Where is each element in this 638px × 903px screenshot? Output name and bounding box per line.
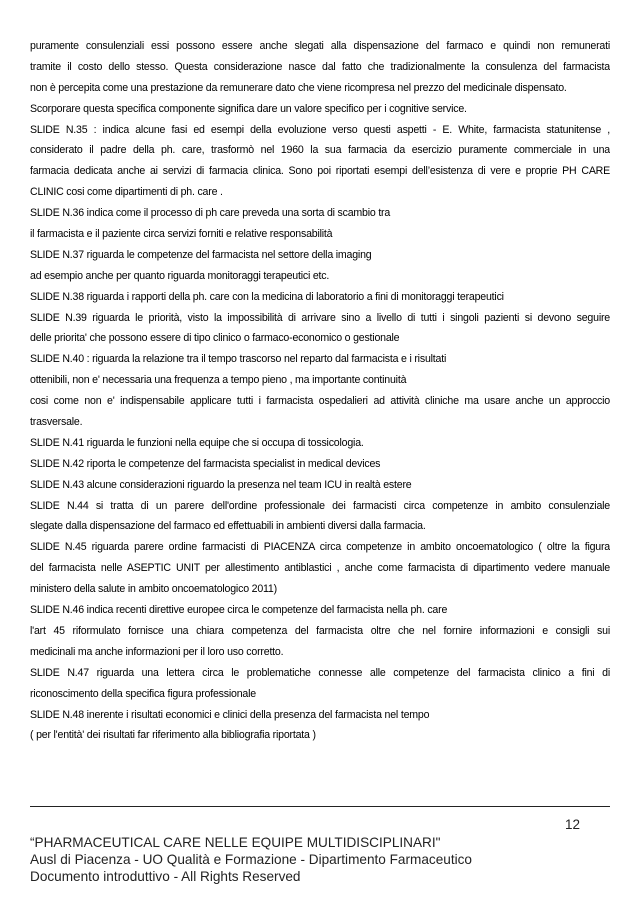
text-line: SLIDE N.46 indica recenti direttive europee circa le competenze del farmacista nella ph. care xyxy=(30,604,448,617)
footer xyxy=(30,834,610,885)
text-line: cosi come non e' indispensabile applicare tutti i farmacista ospedalieri ad attività cliniche ma usare anche un approccio xyxy=(30,395,610,408)
footer-organization: Ausl di Piacenza - UO Qualità e Formazione - Dipartimento Farmaceutico xyxy=(30,852,472,867)
text-line: l'art 45 riformulato fornisce una chiara competenza del farmacista oltre che nel fornire informazioni e consigli sui xyxy=(30,624,610,637)
text-line: CLINIC cosi come dipartimenti di ph. care . xyxy=(30,186,223,199)
footer-title: “PHARMACEUTICAL CARE NELLE EQUIPE MULTIDISCIPLINARI" xyxy=(30,835,441,850)
text-line: puramente consulenziali essi possono essere anche slegati alla dispensazione del farmaco e quindi non remunerati xyxy=(30,40,610,52)
text-line: ottenibili, non e' necessaria una frequenza a tempo pieno , ma importante continuità xyxy=(30,374,407,387)
body-text xyxy=(30,36,610,746)
footer-divider xyxy=(30,806,610,807)
text-line: medicinali ma anche informazioni per il loro uso corretto. xyxy=(30,645,284,658)
text-line: SLIDE N.48 inerente i risultati economici e clinici della presenza del farmacista nel tempo xyxy=(30,708,430,721)
text-line: SLIDE N.36 indica come il processo di ph care preveda una sorta di scambio tra xyxy=(30,207,391,220)
text-line: SLIDE N.47 riguarda una lettera circa le problematiche connesse alle competenze del farmacista clinico a fini di xyxy=(30,666,610,679)
text-line: tramite il costo dello stesso. Questa considerazione nasce dal fatto che tradizionalmente la consulenza del farmacista xyxy=(30,60,610,73)
text-line: SLIDE N.39 riguarda le priorità, visto la impossibilità di arrivare sino a livello di tutti i singoli pazienti si devono seguire xyxy=(30,311,610,324)
page-number: 12 xyxy=(565,817,581,832)
text-line: delle priorita' che possono essere di tipo clinico o farmaco-economico o gestionale xyxy=(30,332,400,345)
text-line: SLIDE N.38 riguarda i rapporti della ph. care con la medicina di laboratorio a fini di monitoraggi terapeutici xyxy=(30,290,504,303)
text-line: SLIDE N.42 riporta le competenze del farmacista specialist in medical devices xyxy=(30,457,381,470)
text-line: SLIDE N.35 : indica alcune fasi ed esempi della evoluzione verso questi aspetti - E. White, farmacista statunitense , xyxy=(30,123,610,136)
text-line: slegate dalla dispensazione del farmaco ed effettuabili in ambienti diversi dalla farmacia. xyxy=(30,520,426,533)
text-line: riconoscimento della specifica figura professionale xyxy=(30,687,256,700)
text-line: farmacia dedicata anche ai servizi di farmacia clinica. Sono poi riportati esempi dell’esistenza di vere e proprie PH CARE xyxy=(30,165,610,178)
text-line: ( per l'entità' dei risultati far riferimento alla bibliografia riportata ) xyxy=(30,729,316,742)
text-line: SLIDE N.40 : riguarda la relazione tra il tempo trascorso nel reparto dal farmacista e i risultati xyxy=(30,353,447,366)
text-line: SLIDE N.43 alcune considerazioni riguardo la presenza nel team ICU in realtà estere xyxy=(30,478,412,491)
text-line: considerato il padre della ph. care, trasformò nel 1960 la sua farmacia da esercizio puramente commerciale in una xyxy=(30,144,610,157)
text-line: del farmacista nelle ASEPTIC UNIT per allestimento antiblastici , anche come farmacista di dipartimento vedere manuale xyxy=(30,562,610,575)
text-line: SLIDE N.45 riguarda parere ordine farmacisti di PIACENZA circa competenze in ambito oncoematologico ( oltre la figura xyxy=(30,541,610,554)
text-line: non è percepita come una prestazione da remunerare dato che viene ricompresa nel prezzo del medicinale dispensato. xyxy=(30,81,567,94)
text-line: il farmacista e il paziente circa servizi forniti e relative responsabilità xyxy=(30,228,333,241)
text-line: Scorporare questa specifica componente significa dare un valore specifico per i cognitive service. xyxy=(30,102,467,115)
text-line: ministero della salute in ambito oncoematologico 2011) xyxy=(30,583,277,596)
text-line: ad esempio anche per quanto riguarda monitoraggi terapeutici etc. xyxy=(30,269,330,282)
text-line: SLIDE N.37 riguarda le competenze del farmacista nel settore della imaging xyxy=(30,248,372,261)
text-line: SLIDE N.44 si tratta di un parere dell'ordine professionale dei farmacisti circa competenze in ambito consulenziale xyxy=(30,499,610,512)
text-line: SLIDE N.41 riguarda le funzioni nella equipe che si occupa di tossicologia. xyxy=(30,436,364,449)
text-line: trasversale. xyxy=(30,416,83,429)
footer-rights: Documento introduttivo - All Rights Reserved xyxy=(30,869,301,884)
